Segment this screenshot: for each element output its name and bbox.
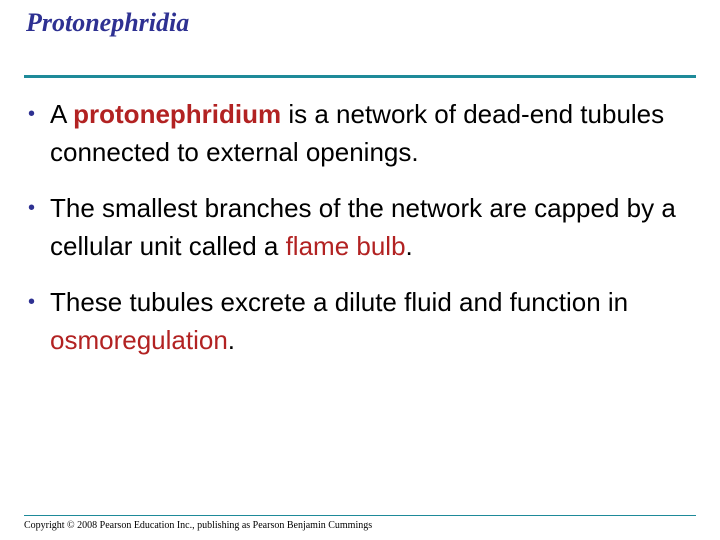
- bullet-marker: •: [28, 103, 36, 125]
- bullet-text: These tubules excrete a dilute fluid and function in: [50, 287, 629, 317]
- bullet-marker: •: [28, 197, 36, 219]
- bullet-text: The smallest branches of the network are capped by a cellular unit called a: [50, 193, 676, 261]
- bullet-item: [24, 189, 684, 265]
- bullet-text: .: [227, 325, 236, 355]
- footer-divider: [24, 515, 696, 516]
- bullet-text: A: [50, 99, 74, 129]
- bullet-text: .: [405, 231, 413, 261]
- bullet-list: [24, 95, 684, 377]
- bullet-marker: •: [28, 291, 36, 313]
- title-divider: [24, 75, 696, 78]
- key-term: protonephridium: [73, 99, 282, 129]
- copyright-footer: Copyright © 2008 Pearson Education Inc., publishing as Pearson Benjamin Cummings: [24, 520, 373, 531]
- slide-title: Protonephridia: [26, 8, 190, 37]
- bullet-text: is a network of dead-end tubules connected to external openings.: [50, 99, 665, 167]
- bullet-item: [24, 283, 684, 359]
- key-term: flame bulb: [285, 231, 406, 261]
- bullet-item: [24, 95, 684, 171]
- key-term: osmoregulation: [50, 325, 228, 355]
